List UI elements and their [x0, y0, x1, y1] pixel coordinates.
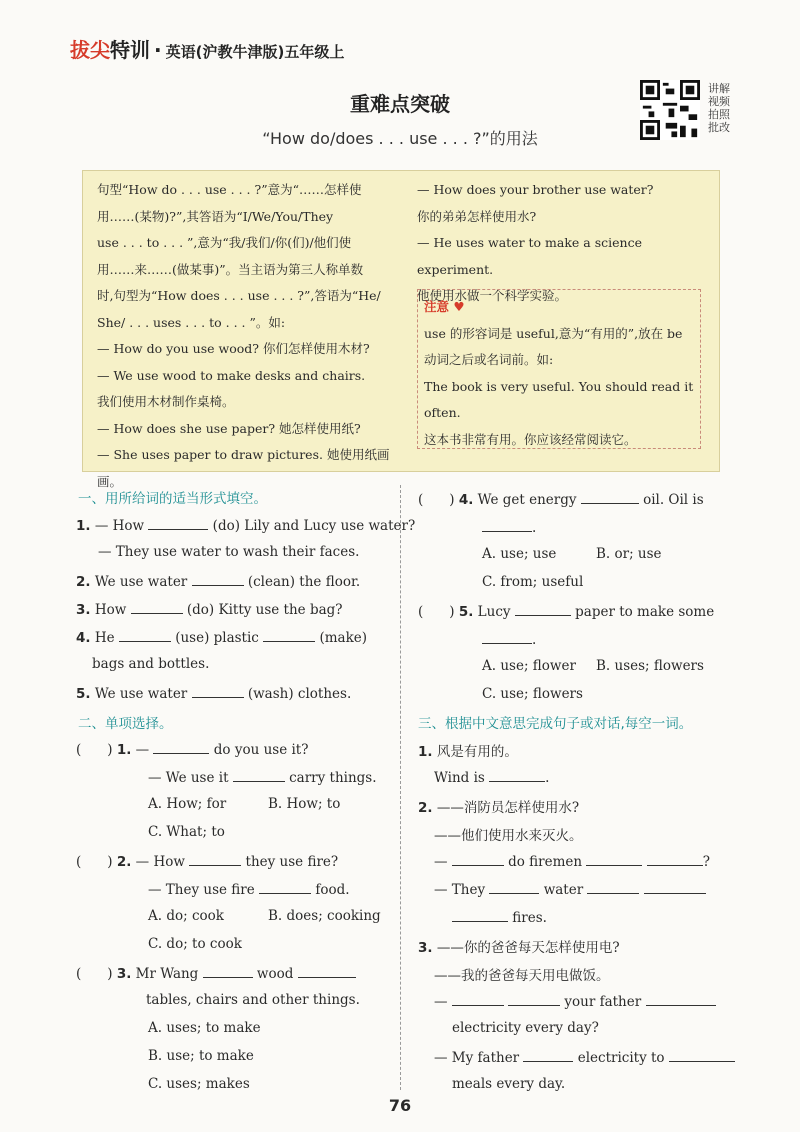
s2-q4-option-b[interactable]: B. or; use — [596, 546, 662, 562]
brand-red: 拔尖 — [70, 38, 110, 62]
s1-question-4: 4. He (use) plastic (make) — [76, 630, 368, 646]
s2-q5-option-b[interactable]: B. uses; flowers — [596, 658, 704, 674]
book-title: 英语(沪教牛津版)五年级上 — [165, 43, 345, 61]
answer-blank[interactable] — [523, 1048, 573, 1062]
example-line: — How does your brother use water? — [417, 182, 654, 197]
s3-question-2-line2: — They water — [434, 880, 706, 898]
answer-paren[interactable] — [81, 741, 107, 754]
s2-q1-option-b[interactable]: B. How; to — [268, 796, 341, 812]
answer-blank[interactable] — [148, 516, 208, 530]
answer-blank[interactable] — [131, 600, 183, 614]
answer-blank[interactable] — [489, 768, 545, 782]
explanation-line: use . . . to . . . ”,意为“我/我们/你(们)/他们使 — [97, 235, 352, 250]
s1-question-1-response: — They use water to wash their faces. — [98, 544, 360, 560]
section-2-title: 二、单项选择。 — [78, 716, 173, 732]
answer-blank[interactable] — [263, 628, 315, 642]
note-line: often. — [424, 405, 461, 420]
s2-q5-option-a[interactable]: A. use; flower — [482, 658, 576, 674]
s2-q3-option-b[interactable]: B. use; to make — [148, 1048, 254, 1064]
s1-question-4-cont: bags and bottles. — [92, 656, 210, 672]
note-line: 这本书非常有用。你应该经常阅读它。 — [424, 431, 637, 447]
s3-question-3-line2: electricity every day? — [452, 1020, 599, 1036]
note-line: 动词之后或名词前。如: — [424, 352, 554, 367]
answer-blank[interactable] — [452, 908, 508, 922]
s2-question-2: ( ) 2. — How they use fire? — [76, 854, 339, 870]
example-line: — He uses water to make a science experiment. — [417, 235, 642, 277]
s2-question-1-response: — We use it carry things. — [148, 770, 377, 786]
answer-blank[interactable] — [581, 490, 639, 504]
s2-q4-option-a[interactable]: A. use; use — [482, 546, 557, 562]
answer-blank[interactable] — [298, 964, 356, 978]
explanation-line: 用……(某物)?”,其答语为“I/We/You/They — [97, 208, 334, 224]
example-line: — She uses paper to draw pictures. 她使用纸画画。 — [97, 447, 390, 489]
s3-question-2-line3: fires. — [452, 908, 547, 926]
s1-question-5: 5. We use water (wash) clothes. — [76, 686, 352, 702]
example-line: — How does she use paper? 她怎样使用纸? — [97, 420, 361, 436]
answer-blank[interactable] — [586, 852, 642, 866]
answer-blank[interactable] — [259, 880, 311, 894]
explanation-left — [97, 177, 399, 495]
answer-blank[interactable] — [489, 880, 539, 894]
explanation-line: 用……来……(做某事)”。当主语为第三人称单数 — [97, 261, 364, 277]
s3-question-3-line1: — your father — [434, 992, 716, 1010]
s3-question-2-cn2: ——他们使用水来灭火。 — [434, 828, 583, 844]
answer-blank[interactable] — [233, 768, 285, 782]
s2-q5-option-c[interactable]: C. use; flowers — [482, 686, 583, 702]
s2-question-1: ( ) 1. — do you use it? — [76, 742, 309, 758]
s2-question-4-cont: . — [482, 518, 536, 536]
s3-question-3-line4: meals every day. — [452, 1076, 566, 1092]
s2-q2-option-a[interactable]: A. do; cook — [148, 908, 224, 924]
s2-question-2-response: — They use fire food. — [148, 882, 350, 898]
s2-q1-option-a[interactable]: A. How; for — [148, 796, 227, 812]
section-3-title: 三、根据中文意思完成句子或对话,每空一词。 — [418, 716, 693, 732]
answer-paren[interactable] — [423, 603, 449, 616]
s1-question-2: 2. We use water (clean) the floor. — [76, 574, 361, 590]
answer-blank[interactable] — [189, 852, 241, 866]
example-line: 我们使用木材制作桌椅。 — [97, 394, 235, 409]
s2-question-3: ( ) 3. Mr Wang wood — [76, 964, 356, 982]
note-line: The book is very useful. You should read it — [424, 378, 694, 394]
answer-blank[interactable] — [646, 992, 716, 1006]
page-title: 重难点突破 — [350, 92, 450, 116]
answer-blank[interactable] — [192, 572, 244, 586]
s3-question-2-cn1: 2. ——消防员怎样使用水? — [418, 800, 580, 816]
s3-question-3-cn2: ——我的爸爸每天用电做饭。 — [434, 968, 610, 984]
answer-blank[interactable] — [515, 602, 571, 616]
page-number: 76 — [388, 1096, 412, 1115]
answer-blank[interactable] — [452, 992, 504, 1006]
s2-question-4: ( ) 4. We get energy oil. Oil is — [418, 492, 704, 508]
answer-blank[interactable] — [119, 628, 171, 642]
qr-label: 讲解 视频 拍照 批改 — [708, 82, 730, 134]
brand-header — [70, 34, 344, 63]
example-line: — We use wood to make desks and chairs. — [97, 367, 366, 383]
s2-q2-option-b[interactable]: B. does; cooking — [268, 908, 381, 924]
answer-blank[interactable] — [192, 684, 244, 698]
s2-question-5: ( ) 5. Lucy paper to make some — [418, 604, 715, 620]
column-divider — [400, 485, 401, 1090]
note-box — [417, 289, 701, 449]
s3-question-1-cn: 1. 风是有用的。 — [418, 744, 518, 760]
s1-question-1: 1. — How (do) Lily and Lucy use water? — [76, 518, 416, 534]
answer-blank[interactable] — [203, 964, 253, 978]
s2-q3-option-a[interactable]: A. uses; to make — [148, 1020, 261, 1036]
answer-blank[interactable] — [482, 630, 532, 644]
heart-icon: ♥ — [453, 299, 465, 314]
example-line: 你的弟弟怎样使用水? — [417, 208, 537, 224]
page-subtitle: “How do/does . . . use . . . ?”的用法 — [262, 129, 538, 148]
s2-q2-option-c[interactable]: C. do; to cook — [148, 936, 242, 952]
answer-blank[interactable] — [669, 1048, 735, 1062]
s3-question-3-cn1: 3. ——你的爸爸每天怎样使用电? — [418, 940, 620, 956]
example-line: — How do you use wood? 你们怎样使用木材? — [97, 341, 370, 356]
s3-question-1: Wind is . — [434, 770, 550, 786]
answer-paren[interactable] — [81, 965, 107, 978]
explanation-line: 时,句型为“How does . . . use . . . ?”,答语为“He/ — [97, 288, 381, 303]
s3-question-2-line1: — do firemen ? — [434, 854, 710, 870]
answer-blank[interactable] — [644, 880, 706, 894]
answer-blank[interactable] — [153, 740, 209, 754]
answer-blank[interactable] — [482, 518, 532, 532]
s3-question-3-line3: — My father electricity to — [434, 1048, 735, 1066]
answer-paren[interactable] — [423, 491, 449, 504]
brand-dark: 特训 — [110, 38, 150, 62]
answer-blank[interactable] — [647, 852, 703, 866]
s2-question-3-cont: tables, chairs and other things. — [146, 992, 360, 1008]
grammar-explanation-box — [82, 170, 720, 489]
answer-blank[interactable] — [452, 852, 504, 866]
answer-blank[interactable] — [587, 880, 639, 894]
answer-blank[interactable] — [508, 992, 560, 1006]
explanation-line: She/ . . . uses . . . to . . . ”。如: — [97, 314, 286, 330]
s2-q4-option-c[interactable]: C. from; useful — [482, 574, 584, 590]
example-line: 他使用水做一个科学实验。 — [417, 288, 568, 303]
note-line: use 的形容词是 useful,意为“有用的”,放在 be — [424, 325, 683, 341]
section-1-title: 一、用所给词的适当形式填空。 — [78, 491, 267, 507]
qr-code-icon[interactable] — [640, 80, 700, 140]
explanation-line: 句型“How do . . . use . . . ?”意为“……怎样使 — [97, 182, 362, 197]
s2-q1-option-c[interactable]: C. What; to — [148, 824, 225, 840]
s2-question-5-cont: . — [482, 630, 536, 648]
s1-question-3: 3. How (do) Kitty use the bag? — [76, 602, 343, 618]
brand-separator: · — [154, 38, 162, 62]
answer-paren[interactable] — [81, 853, 107, 866]
note-title: 注意 ♥ — [424, 299, 465, 314]
s2-q3-option-c[interactable]: C. uses; makes — [148, 1076, 250, 1092]
